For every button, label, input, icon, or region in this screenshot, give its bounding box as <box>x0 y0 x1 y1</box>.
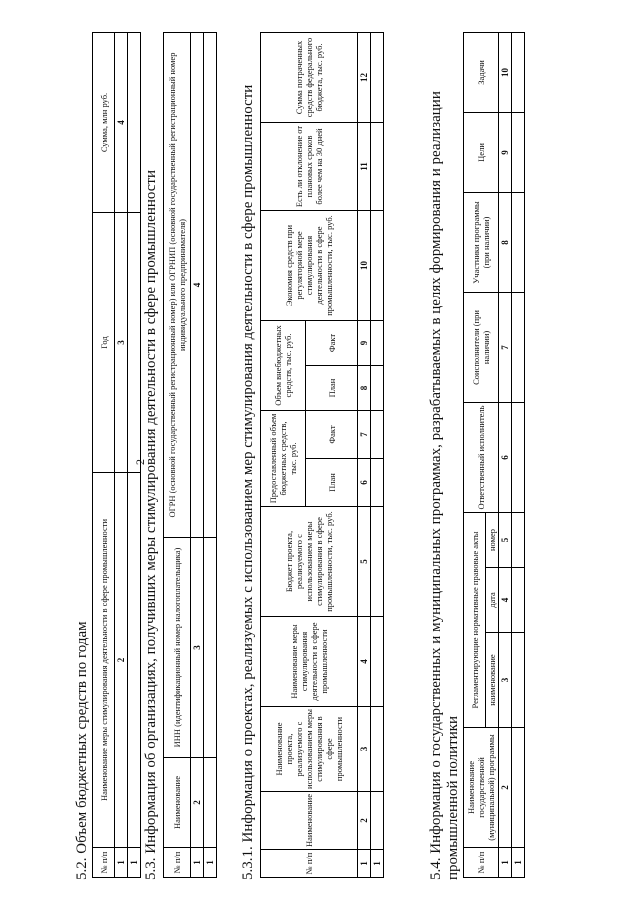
table-cell <box>371 792 384 850</box>
column-number: 2 <box>191 758 204 848</box>
column-number: 3 <box>115 213 128 473</box>
header-cell: План <box>306 459 358 507</box>
table-cell <box>128 473 141 848</box>
column-number: 4 <box>358 617 371 707</box>
table-5-2 <box>92 32 141 878</box>
column-number: 9 <box>499 112 512 192</box>
header-cell: № п/п <box>464 848 499 878</box>
column-number: 8 <box>358 365 371 410</box>
table-cell <box>204 538 217 758</box>
table-cell <box>128 33 141 213</box>
header-cell: ИНН (идентификационный номер налогоплательщика) <box>164 538 191 758</box>
table-row-number: 1 <box>128 848 141 878</box>
header-cell: Объем внебюджетных средств, тыс. руб. <box>261 320 306 410</box>
section-5-3-1-title: 5.3.1. Информация о проектах, реализуемых с использованием мер стимулирования деятельности в сфере промышленности <box>240 84 256 880</box>
table-cell <box>371 320 384 365</box>
column-number: 5 <box>499 512 512 567</box>
column-number: 2 <box>115 473 128 848</box>
table-cell <box>512 402 525 512</box>
page-number: 2 <box>133 459 147 465</box>
column-number: 5 <box>358 507 371 617</box>
table-cell <box>371 459 384 507</box>
header-cell: наименование <box>486 633 499 728</box>
column-number: 1 <box>358 850 371 878</box>
header-cell: Бюджет проекта, реализуемого с использованием меры стимулирования в сфере промышленности, тыс. руб. <box>261 507 358 617</box>
column-number: 4 <box>191 33 204 538</box>
header-cell: № п/п <box>164 848 191 878</box>
table-row-number: 1 <box>371 850 384 878</box>
header-cell: Цели <box>464 112 499 192</box>
header-cell: Наименование меры стимулирования деятельности в сфере промышленности <box>93 473 115 848</box>
table-cell <box>371 122 384 210</box>
table-cell <box>371 410 384 458</box>
header-cell: Ответственный исполнитель <box>464 402 499 512</box>
header-cell: № п/п <box>261 850 358 878</box>
table-cell <box>204 758 217 848</box>
header-cell: Предоставленный объем бюджетных средств, тыс. руб. <box>261 410 306 506</box>
column-number: 3 <box>191 538 204 758</box>
table-cell <box>512 728 525 848</box>
header-cell: Наименование проекта, реализуемого с использованием меры стимулирования в сфере промышленности <box>261 707 358 792</box>
column-number: 2 <box>499 728 512 848</box>
header-cell: Факт <box>306 410 358 458</box>
header-cell: Задачи <box>464 32 499 112</box>
section-5-4-title: 5.4. Информация о государственных и муниципальных программах, разрабатываемых в целях формирования и реализации промышленной политики <box>428 91 461 880</box>
column-number: 6 <box>499 402 512 512</box>
header-cell: Наименование государственной (муниципальной) программы <box>464 728 499 848</box>
header-cell: Сумма потраченных средств федерального бюджета, тыс. руб. <box>261 32 358 122</box>
header-cell: Факт <box>306 320 358 365</box>
header-cell: Наименование меры стимулирования деятельности в сфере промышленности <box>261 617 358 707</box>
table-cell <box>371 210 384 320</box>
table-5-3 <box>163 32 217 878</box>
column-number: 3 <box>358 707 371 792</box>
column-number: 3 <box>499 633 512 728</box>
header-cell: ОГРН (основной государственный регистрационный номер) или ОГРНИП (основной государственный регистрационный номер индивидуального предпринимателя) <box>164 33 191 538</box>
header-cell: Год <box>93 213 115 473</box>
column-number: 2 <box>358 792 371 850</box>
table-5-4 <box>463 32 525 878</box>
column-number: 9 <box>358 320 371 365</box>
header-cell: Наименование <box>261 792 358 850</box>
column-number: 8 <box>499 192 512 292</box>
table-cell <box>512 633 525 728</box>
column-number: 12 <box>358 32 371 122</box>
header-cell: План <box>306 365 358 410</box>
table-cell <box>204 33 217 538</box>
header-cell: Есть ли отклонение от плановых сроков более чем на 30 дней <box>261 122 358 210</box>
table-cell <box>371 617 384 707</box>
table-cell <box>512 512 525 567</box>
header-cell: номер <box>486 512 499 567</box>
table-cell <box>512 568 525 633</box>
table-row-number: 1 <box>512 848 525 878</box>
header-cell: № п/п <box>93 848 115 878</box>
header-cell: Экономия средств при регуляторной мере стимулирования деятельности в сфере промышленности, тыс. руб. <box>261 210 358 320</box>
header-cell: Регламентирующие нормативные правовые акты <box>464 512 486 727</box>
table-cell <box>371 507 384 617</box>
table-row-number: 1 <box>204 848 217 878</box>
table-cell <box>371 707 384 792</box>
table-cell <box>512 192 525 292</box>
column-number: 1 <box>191 848 204 878</box>
table-cell <box>512 112 525 192</box>
header-cell: дата <box>486 568 499 633</box>
column-number: 4 <box>115 33 128 213</box>
column-number: 6 <box>358 459 371 507</box>
column-number: 11 <box>358 122 371 210</box>
header-cell: Наименование <box>164 758 191 848</box>
column-number: 1 <box>115 848 128 878</box>
header-cell: Соисполнители (при наличии) <box>464 292 499 402</box>
column-number: 1 <box>499 848 512 878</box>
table-cell <box>371 365 384 410</box>
column-number: 7 <box>358 410 371 458</box>
table-cell <box>512 32 525 112</box>
header-cell: Участники программы (при наличии) <box>464 192 499 292</box>
column-number: 7 <box>499 292 512 402</box>
table-cell <box>512 292 525 402</box>
table-cell <box>371 32 384 122</box>
table-cell <box>128 213 141 473</box>
table-5-3-1 <box>260 32 384 878</box>
section-5-3-title: 5.3. Информация об организациях, получивших меры стимулирования деятельности в сфере промышленности <box>143 170 159 880</box>
column-number: 4 <box>499 568 512 633</box>
header-cell: Сумма, млн руб. <box>93 33 115 213</box>
section-5-2-title: 5.2. Объем бюджетных средств по годам <box>74 621 90 880</box>
column-number: 10 <box>499 32 512 112</box>
column-number: 10 <box>358 210 371 320</box>
